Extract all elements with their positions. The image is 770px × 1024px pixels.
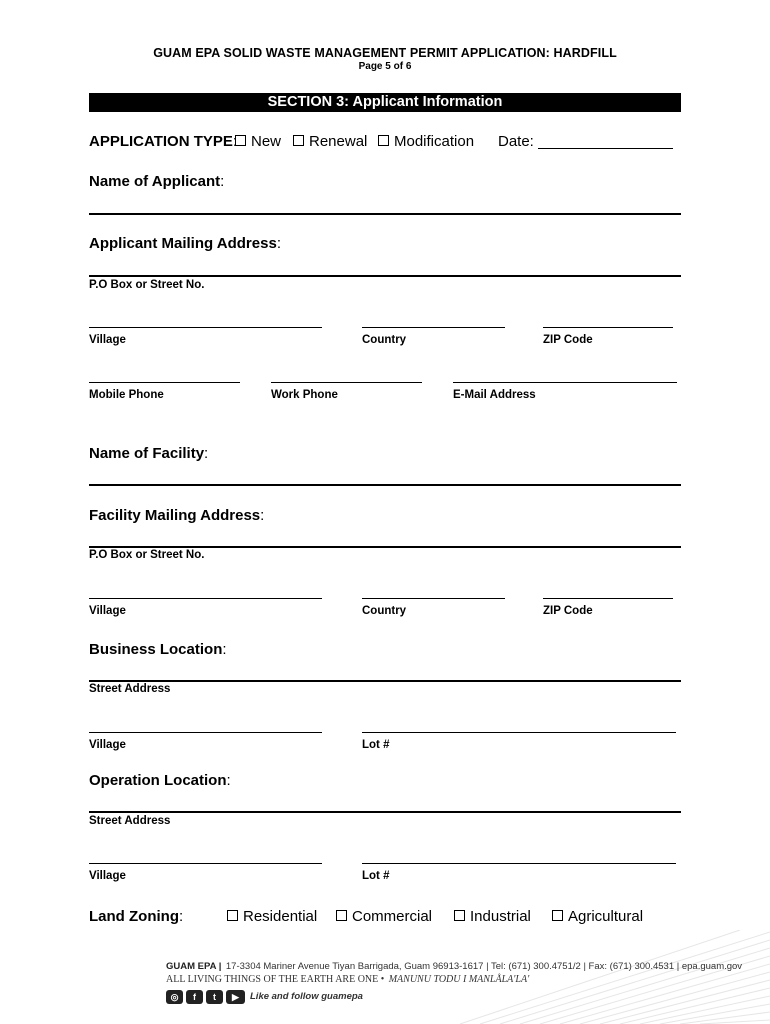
checkbox-residential[interactable]: Residential: [227, 908, 317, 925]
operation-lot-label: Lot #: [362, 870, 390, 882]
checkbox-renewal[interactable]: Renewal: [293, 133, 367, 150]
facility-country-field[interactable]: [362, 598, 505, 599]
document-title: GUAM EPA SOLID WASTE MANAGEMENT PERMIT APPLICATION: HARDFILL: [153, 46, 617, 60]
business-street-field[interactable]: [89, 680, 681, 682]
facility-name-label: Name of Facility:: [89, 445, 209, 462]
checkbox-icon: [293, 135, 304, 146]
business-street-label: Street Address: [89, 683, 171, 695]
facility-village-field[interactable]: [89, 598, 322, 599]
operation-street-label: Street Address: [89, 815, 171, 827]
applicant-village-label: Village: [89, 334, 126, 346]
applicant-street-field[interactable]: [89, 275, 681, 277]
checkbox-icon: [454, 910, 465, 921]
date-field[interactable]: [538, 148, 673, 149]
applicant-country-field[interactable]: [362, 327, 505, 328]
facility-zip-field[interactable]: [543, 598, 673, 599]
applicant-country-label: Country: [362, 334, 407, 346]
checkbox-commercial[interactable]: Commercial: [336, 908, 432, 925]
footer-org: GUAM EPA |: [166, 961, 222, 972]
follow-text: Like and follow guamepa: [250, 991, 363, 1002]
checkbox-icon: [336, 910, 347, 921]
mobile-phone-field[interactable]: [89, 382, 240, 383]
footer-address: 17-3304 Mariner Avenue Tiyan Barrigada, Guam 96913-1617 | Tel: (671) 300.4751/2 | Fax: (671) 300.4531 | epa.guam.gov: [225, 961, 743, 972]
work-phone-field[interactable]: [271, 382, 422, 383]
checkbox-modification[interactable]: Modification: [378, 133, 474, 150]
instagram-icon[interactable]: ◎: [166, 990, 183, 1004]
applicant-street-label: P.O Box or Street No.: [89, 279, 205, 291]
business-lot-label: Lot #: [362, 739, 390, 751]
twitter-icon[interactable]: t: [206, 990, 223, 1004]
checkbox-industrial[interactable]: Industrial: [454, 908, 531, 925]
business-village-field[interactable]: [89, 732, 322, 733]
operation-village-field[interactable]: [89, 863, 322, 864]
business-village-label: Village: [89, 739, 126, 751]
applicant-zip-field[interactable]: [543, 327, 673, 328]
applicant-mailing-label: Applicant Mailing Address:: [89, 235, 281, 252]
facility-village-label: Village: [89, 605, 126, 617]
facility-street-field[interactable]: [89, 546, 681, 548]
land-zoning-label: Land Zoning:: [89, 908, 184, 925]
business-location-label: Business Location:: [89, 641, 227, 658]
email-field[interactable]: [453, 382, 677, 383]
operation-lot-field[interactable]: [362, 863, 676, 864]
facility-name-field[interactable]: [89, 484, 681, 486]
applicant-name-field[interactable]: [89, 213, 681, 215]
page-number: Page 5 of 6: [358, 61, 412, 72]
application-type-label: APPLICATION TYPE:: [89, 133, 238, 150]
applicant-village-field[interactable]: [89, 327, 322, 328]
mobile-phone-label: Mobile Phone: [89, 389, 164, 401]
operation-street-field[interactable]: [89, 811, 681, 813]
checkbox-new[interactable]: New: [235, 133, 281, 150]
checkbox-agricultural[interactable]: Agricultural: [552, 908, 643, 925]
work-phone-label: Work Phone: [271, 389, 338, 401]
checkbox-icon: [378, 135, 389, 146]
facility-mailing-label: Facility Mailing Address:: [89, 507, 265, 524]
email-label: E-Mail Address: [453, 389, 536, 401]
operation-location-label: Operation Location:: [89, 772, 231, 789]
facility-country-label: Country: [362, 605, 407, 617]
business-lot-field[interactable]: [362, 732, 676, 733]
facility-street-label: P.O Box or Street No.: [89, 549, 205, 561]
facility-zip-label: ZIP Code: [543, 605, 593, 617]
checkbox-icon: [552, 910, 563, 921]
facebook-icon[interactable]: f: [186, 990, 203, 1004]
footer-motto: ALL LIVING THINGS OF THE EARTH ARE ONE • MANUNU TODU I MANLÅLA'LA': [166, 974, 530, 985]
section-header: SECTION 3: Applicant Information: [89, 93, 681, 112]
operation-village-label: Village: [89, 870, 126, 882]
applicant-name-label: Name of Applicant:: [89, 173, 225, 190]
checkbox-icon: [227, 910, 238, 921]
date-label: Date:: [498, 133, 534, 150]
youtube-icon[interactable]: ▶: [226, 990, 245, 1004]
checkbox-icon: [235, 135, 246, 146]
applicant-zip-label: ZIP Code: [543, 334, 593, 346]
